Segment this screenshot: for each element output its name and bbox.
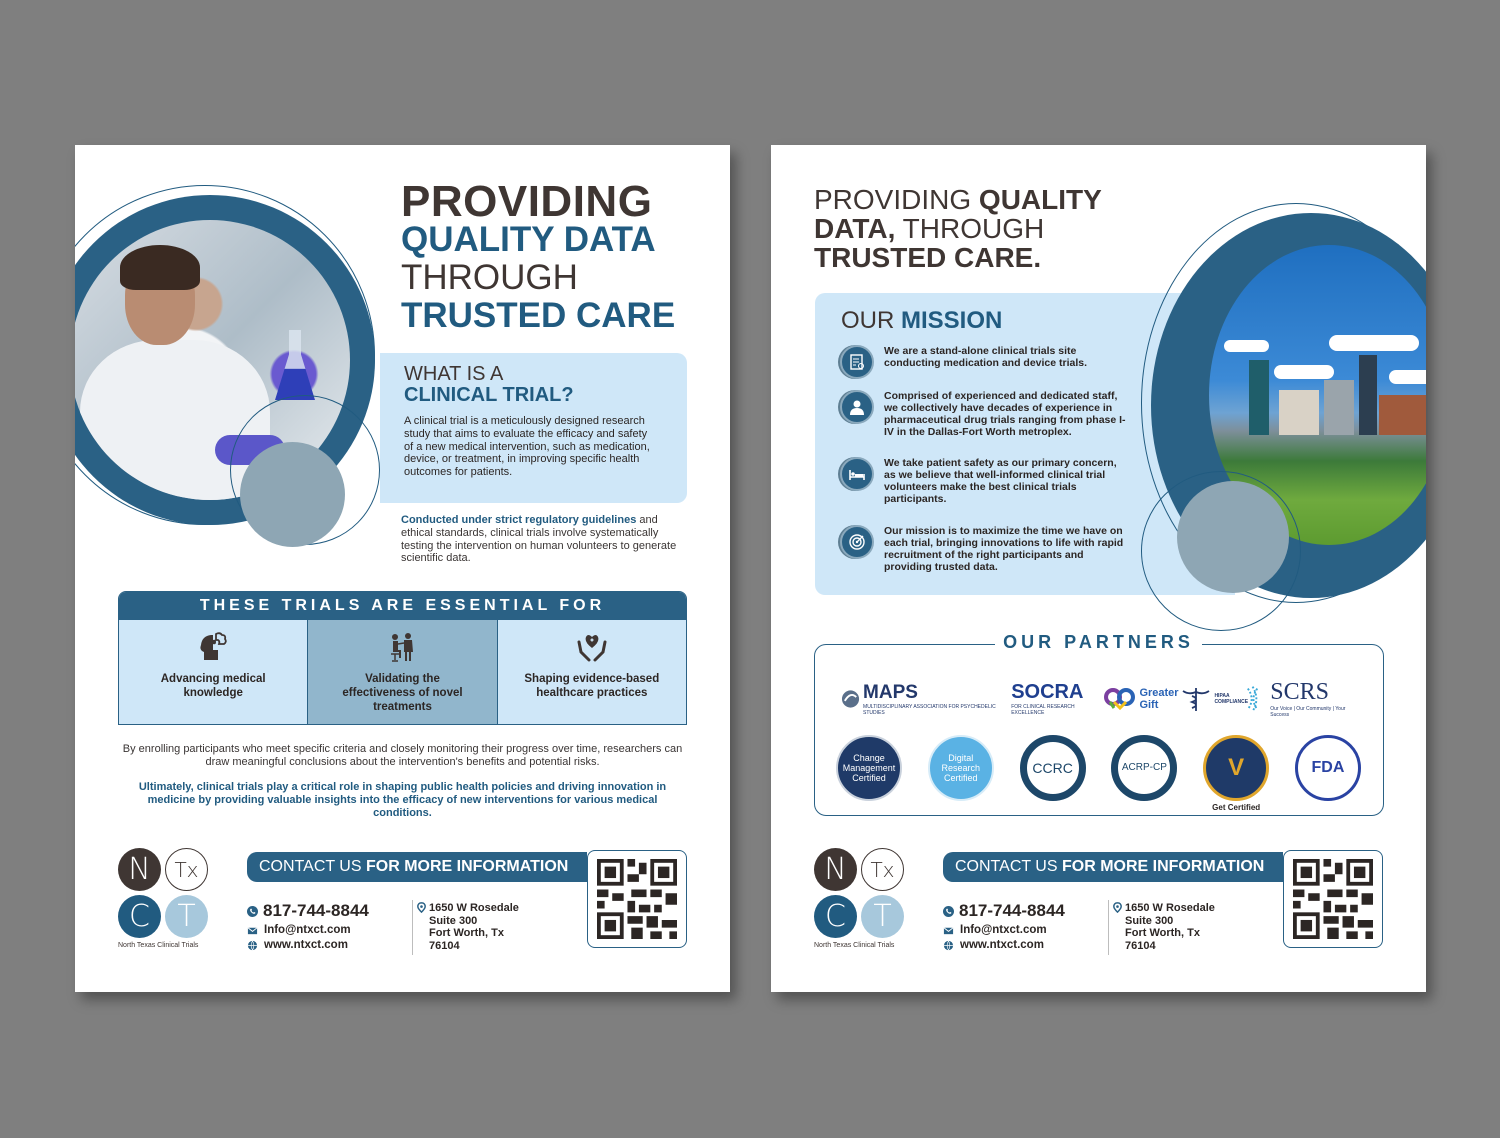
doctor-icon xyxy=(840,390,874,424)
email-row xyxy=(247,924,351,936)
email-link[interactable]: Info@ntxct.com xyxy=(264,924,351,936)
doctor-patient-icon xyxy=(385,630,419,664)
location-pin-icon xyxy=(416,902,427,913)
essential-item-validating: Validating the effectiveness of novel treatments xyxy=(308,620,497,725)
flyer-page-back xyxy=(771,145,1426,992)
contact-banner: CONTACT US FOR MORE INFORMATION xyxy=(247,852,587,882)
email-icon xyxy=(247,925,258,936)
mission-item: Comprised of experienced and dedicated staff, we collectively have decades of experience in pharmaceutical drug trials ranging from phase I-IV in the Dallas-Fort Worth metroplex. xyxy=(840,390,1129,438)
conducted-paragraph: Conducted under strict regulatory guidelines and ethical standards, clinical trials involve systematically testing the intervention on human volunteers to generate scientific data. xyxy=(401,514,677,565)
badge-digital-research: Digital Research Certified xyxy=(928,735,994,801)
phone-row xyxy=(943,901,1065,921)
caduceus-icon xyxy=(1181,686,1211,712)
mission-item: We take patient safety as our primary concern, as we believe that well-informed clinical trial volunteers make the best clinical trials participants. xyxy=(840,457,1129,505)
badge-virtual-trial-capable: V xyxy=(1203,735,1269,801)
partner-logos xyxy=(841,679,1361,718)
mission-heading: OUR MISSION xyxy=(841,307,1003,334)
mission-item: We are a stand-alone clinical trials site conducting medication and device trials. xyxy=(840,345,1129,379)
essential-heading: THESE TRIALS ARE ESSENTIAL FOR xyxy=(119,592,686,620)
divider xyxy=(1108,900,1109,955)
badge-ccrc: CCRC xyxy=(1020,735,1086,801)
clipboard-chart-icon xyxy=(840,345,874,379)
website-row xyxy=(247,939,348,951)
maps-logo-icon xyxy=(841,689,860,709)
page-title: PROVIDING QUALITY DATA, THROUGH TRUSTED CARE. xyxy=(814,184,1102,273)
partner-logo-greater-gift: Greater Gift xyxy=(1104,687,1181,711)
website-link[interactable]: www.ntxct.com xyxy=(264,939,348,951)
phone-row xyxy=(247,901,369,921)
partner-logo-hipaa: HIPAA COMPLIANCE xyxy=(1181,686,1244,712)
address: 1650 W Rosedale Suite 300 Fort Worth, Tx 76104 xyxy=(1125,902,1215,953)
phone-number[interactable]: 817-744-8844 xyxy=(263,901,369,920)
email-row xyxy=(943,924,1047,936)
phone-icon xyxy=(943,906,954,917)
essential-item-knowledge: Advancing medical knowledge xyxy=(119,620,308,725)
essential-item-shaping: Shaping evidence-based healthcare practices xyxy=(498,620,686,725)
phone-icon xyxy=(247,906,258,917)
website-row xyxy=(943,939,1044,951)
badge-fda-compliance: FDA xyxy=(1295,735,1361,801)
qr-code[interactable] xyxy=(1283,850,1383,948)
ntct-logo: N Tx C T North Texas Clinical Trials xyxy=(814,848,914,949)
head-puzzle-icon xyxy=(196,630,230,664)
hospital-bed-icon xyxy=(840,457,874,491)
partners-heading: OUR PARTNERS xyxy=(771,632,1426,653)
website-link[interactable]: www.ntxct.com xyxy=(960,939,1044,951)
enroll-paragraph: By enrolling participants who meet specific criteria and closely monitoring their progress over time, researchers can draw meaningful conclusions about the intervention's benefits and potential risks. xyxy=(122,743,683,768)
scrs-logo-icon xyxy=(1244,684,1267,714)
badge-acrp-cp: ACRP-CP xyxy=(1111,735,1177,801)
ntct-logo: N Tx C T North Texas Clinical Trials xyxy=(118,848,218,949)
target-icon xyxy=(840,525,874,559)
globe-icon xyxy=(247,940,258,951)
partner-logo-scrs: SCRS Our Voice | Our Community | Your Success xyxy=(1244,679,1361,718)
partner-logo-socra: SOCRA FOR CLINICAL RESEARCH EXCELLENCE xyxy=(1011,681,1084,716)
partner-logo-maps: MAPS MULTIDISCIPLINARY ASSOCIATION FOR PSYCHEDELIC STUDIES xyxy=(841,682,1011,716)
qr-code-icon xyxy=(597,859,677,939)
greater-gift-logo-icon xyxy=(1104,688,1136,710)
email-link[interactable]: Info@ntxct.com xyxy=(960,924,1047,936)
what-is-heading: WHAT IS A CLINICAL TRIAL? xyxy=(404,363,574,406)
essential-for-table xyxy=(118,591,687,725)
mission-item: Our mission is to maximize the time we have on each trial, bringing innovations to life with rapid recruitment of the right participants and providing trusted data. xyxy=(840,525,1129,573)
badge-change-management: Change Management Certified xyxy=(836,735,902,801)
ultimately-paragraph: Ultimately, clinical trials play a critical role in shaping public health policies and driving innovation in medicine by providing valuable insights into the efficacy of new interventions for various medical conditions. xyxy=(138,781,667,819)
address: 1650 W Rosedale Suite 300 Fort Worth, Tx 76104 xyxy=(429,902,519,953)
decorative-grey-circle xyxy=(240,442,345,547)
location-pin-icon xyxy=(1112,902,1123,913)
decorative-grey-circle xyxy=(1177,481,1289,593)
contact-banner: CONTACT US FOR MORE INFORMATION xyxy=(943,852,1283,882)
qr-code[interactable] xyxy=(587,850,687,948)
globe-icon xyxy=(943,940,954,951)
email-icon xyxy=(943,925,954,936)
divider xyxy=(412,900,413,955)
hands-heart-icon xyxy=(575,630,609,664)
qr-code-icon xyxy=(1293,859,1373,939)
certification-badges: Change Management Certified Digital Research Certified CCRC ACRP-CP V Get Certified FDA xyxy=(836,735,1361,812)
phone-number[interactable]: 817-744-8844 xyxy=(959,901,1065,920)
what-is-body: A clinical trial is a meticulously designed research study that aims to evaluate the efficacy and safety of a new medical intervention, such as medication, device, or treatment, in improving specific health outcomes for patients. xyxy=(404,415,650,479)
flyer-page-front xyxy=(75,145,730,992)
page-title: PROVIDING QUALITY DATA THROUGH TRUSTED CARE xyxy=(401,177,676,335)
